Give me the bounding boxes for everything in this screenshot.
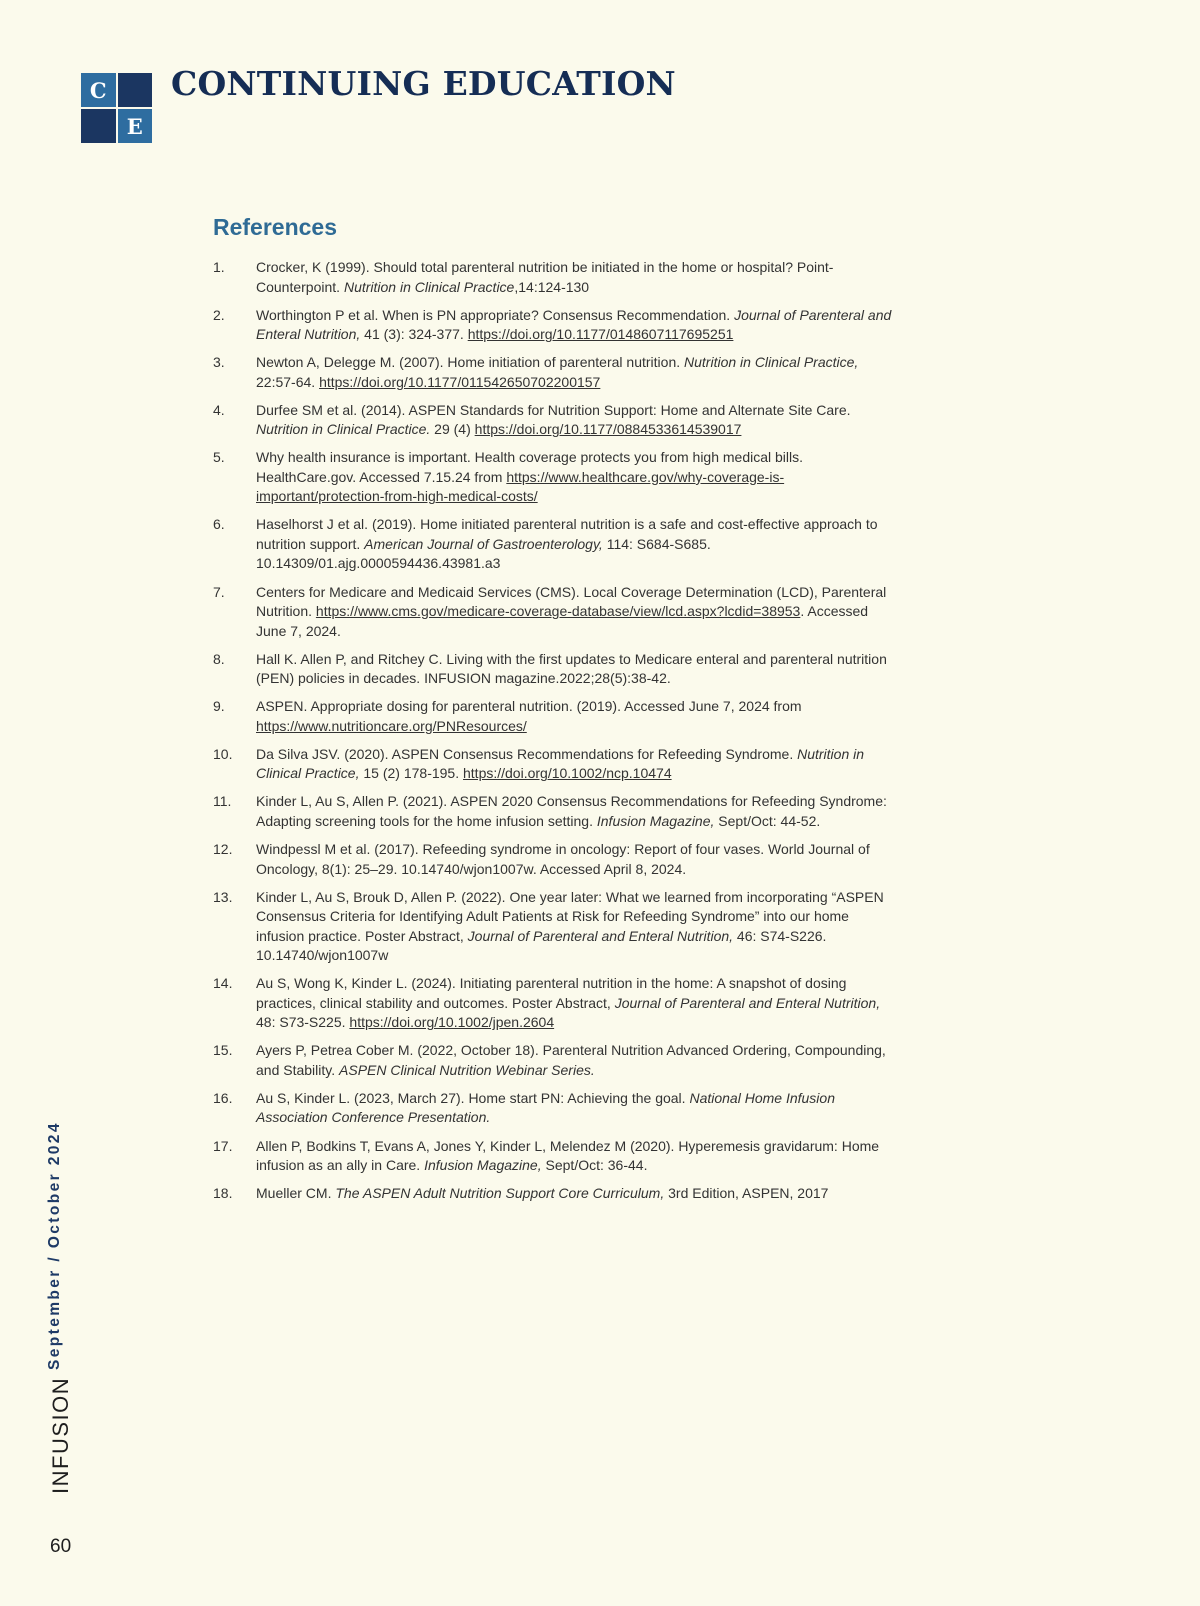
- reference-item: [213, 888, 893, 966]
- reference-text-segment: 46: S74-S226. 10.14740/wjon1007w: [256, 927, 827, 964]
- reference-text-segment: ,14:124-130: [514, 278, 590, 295]
- reference-text-segment: Durfee SM et al. (2014). ASPEN Standards for Nutrition Support: Home and Alternate Site Care.: [256, 401, 851, 418]
- reference-link[interactable]: https://doi.org/10.1177/0884533614539017: [474, 421, 742, 438]
- reference-text-segment: Windpessl M et al. (2017). Refeeding syndrome in oncology: Report of four vases. World Journal of Oncology, 8(1): 25–29. 10.14740/wjon1007w. Accessed April 8, 2024.: [256, 841, 870, 877]
- reference-number: 1.: [213, 259, 225, 275]
- reference-text: [256, 650, 893, 689]
- reference-text: [256, 697, 893, 736]
- reference-item: [213, 515, 893, 574]
- reference-number: 12.: [213, 841, 233, 858]
- reference-text-segment: 22:57-64.: [256, 373, 320, 390]
- reference-item: [213, 1184, 893, 1204]
- references-heading: References: [213, 214, 338, 240]
- reference-text-segment: Newton A, Delegge M. (2007). Home initiation of parenteral nutrition.: [256, 354, 685, 371]
- ce-logo-tile-blank: [81, 109, 116, 143]
- reference-journal-title: Journal of Parenteral and Enteral Nutrition,: [467, 927, 734, 944]
- reference-item: [213, 306, 893, 345]
- reference-text-segment: 15 (2) 178-195.: [359, 765, 463, 782]
- reference-text: [256, 888, 893, 966]
- reference-text-segment: Au S, Wong K, Kinder L. (2024). Initiating parenteral nutrition in the home: A snapshot of dosing practices, clinical stability and outcomes. Poster Abstract,: [256, 975, 847, 1011]
- reference-journal-title: Nutrition in Clinical Practice: [343, 278, 515, 295]
- reference-journal-title: ASPEN Clinical Nutrition Webinar Series.: [339, 1061, 595, 1078]
- reference-number: 2.: [213, 306, 225, 323]
- reference-item: [213, 650, 893, 689]
- reference-number: 7.: [213, 583, 225, 600]
- reference-journal-title: Journal of Parenteral and Enteral Nutrition,: [256, 306, 892, 343]
- reference-text: [256, 306, 893, 345]
- ce-logo: [81, 73, 152, 143]
- reference-item: [213, 974, 893, 1033]
- reference-number: 13.: [213, 888, 233, 905]
- reference-list: [213, 258, 893, 1212]
- issue-date: September / October 2024: [46, 1121, 63, 1370]
- reference-text-segment: Kinder L, Au S, Brouk D, Allen P. (2022). One year later: What we learned from incorporating “ASPEN Consensus Criteria for Identifying Adult Patients at Risk for Refeeding Syndrome” into our home infusion practice. Poster Abstract,: [256, 888, 884, 944]
- reference-link[interactable]: https://www.healthcare.gov/why-coverage-is-important/protection-from-high-medical-costs/: [256, 468, 785, 505]
- reference-journal-title: Journal of Parenteral and Enteral Nutrition,: [614, 994, 881, 1011]
- reference-text: [256, 258, 893, 297]
- reference-text-segment: Centers for Medicare and Medicaid Services (CMS). Local Coverage Determination (LCD), Parenteral Nutrition.: [256, 583, 887, 620]
- reference-text: [256, 974, 893, 1033]
- reference-text: [256, 792, 893, 831]
- reference-text-segment: Allen P, Bodkins T, Evans A, Jones Y, Kinder L, Melendez M (2020). Hyperemesis gravidarum: Home infusion as an ally in Care.: [256, 1137, 880, 1173]
- reference-item: [213, 697, 893, 736]
- reference-journal-title: Nutrition in Clinical Practice,: [256, 745, 865, 782]
- reference-text-segment: Mueller CM.: [256, 1185, 336, 1202]
- ce-logo-tile-blank: [118, 73, 153, 107]
- reference-text-segment: 114: S684-S685. 10.14309/01.ajg.0000594436.43981.a3: [256, 535, 711, 572]
- reference-item: [213, 258, 893, 297]
- reference-journal-title: Nutrition in Clinical Practice.: [256, 421, 431, 438]
- reference-journal-title: The ASPEN Adult Nutrition Support Core Curriculum,: [335, 1185, 665, 1202]
- reference-text-segment: Worthington P et al. When is PN appropriate? Consensus Recommendation.: [256, 306, 735, 323]
- section-title: CONTINUING EDUCATION: [171, 64, 676, 103]
- reference-text-segment: Haselhorst J et al. (2019). Home initiated parenteral nutrition is a safe and cost-effective approach to nutrition support.: [256, 516, 878, 552]
- reference-text-segment: Kinder L, Au S, Allen P. (2021). ASPEN 2020 Consensus Recommendations for Refeeding Syndrome: Adapting screening tools for the home infusion setting.: [256, 793, 887, 829]
- ce-logo-tile-c: C: [81, 73, 116, 107]
- reference-number: 11.: [213, 793, 232, 810]
- reference-number: 17.: [213, 1137, 233, 1154]
- reference-text-segment: Why health insurance is important. Health coverage protects you from high medical bills. HealthCare.gov. Accessed 7.15.24 from: [256, 449, 804, 485]
- reference-number: 5.: [213, 449, 225, 466]
- reference-number: 6.: [213, 516, 225, 533]
- reference-item: [213, 1041, 893, 1080]
- reference-number: 4.: [213, 401, 225, 418]
- reference-text: [256, 515, 893, 574]
- reference-item: [213, 840, 893, 879]
- reference-item: [213, 401, 893, 440]
- reference-item: [213, 448, 893, 507]
- reference-journal-title: American Journal of Gastroenterology,: [364, 535, 603, 552]
- reference-item: [213, 1137, 893, 1176]
- reference-text: [256, 1041, 893, 1080]
- reference-journal-title: Infusion Magazine,: [424, 1157, 542, 1173]
- reference-number: 16.: [213, 1089, 233, 1106]
- reference-text-segment: 29 (4): [430, 421, 475, 438]
- reference-journal-title: National Home Infusion Association Conference Presentation.: [256, 1089, 835, 1126]
- reference-link[interactable]: https://www.cms.gov/medicare-coverage-database/view/lcd.aspx?lcdid=38953: [315, 603, 801, 620]
- reference-text-segment: ASPEN. Appropriate dosing for parenteral nutrition. (2019). Accessed June 7, 2024 from: [256, 698, 802, 715]
- reference-number: 15.: [213, 1042, 233, 1059]
- page-number: 60: [50, 1536, 72, 1557]
- reference-text: [256, 583, 893, 642]
- reference-link[interactable]: https://doi.org/10.1177/011542650702200157: [319, 373, 601, 390]
- reference-number: 9.: [213, 698, 225, 715]
- reference-text: [256, 1184, 893, 1204]
- reference-item: [213, 353, 893, 392]
- reference-link[interactable]: https://doi.org/10.1177/0148607117695251: [467, 326, 734, 343]
- reference-number: 14.: [213, 975, 233, 992]
- reference-text-segment: 48: S73-S225.: [256, 1014, 350, 1031]
- reference-text-segment: Au S, Kinder L. (2023, March 27). Home start PN: Achieving the goal.: [256, 1089, 690, 1106]
- reference-text: [256, 353, 893, 392]
- reference-item: [213, 583, 893, 642]
- reference-text: [256, 1137, 893, 1176]
- reference-text: [256, 1089, 893, 1128]
- reference-number: 18.: [213, 1185, 233, 1202]
- reference-item: [213, 745, 893, 784]
- reference-item: [213, 792, 893, 831]
- reference-text: [256, 448, 893, 507]
- reference-number: 10.: [213, 745, 233, 762]
- reference-journal-title: Infusion Magazine,: [596, 812, 715, 829]
- reference-text-segment: Sept/Oct: 44-52.: [714, 812, 821, 829]
- reference-link[interactable]: https://doi.org/10.1002/jpen.2604: [349, 1014, 555, 1031]
- reference-text-segment: Ayers P, Petrea Cober M. (2022, October 18). Parenteral Nutrition Advanced Ordering, Compounding, and Stability.: [256, 1042, 886, 1078]
- reference-number: 8.: [213, 650, 225, 667]
- reference-item: [213, 1089, 893, 1128]
- reference-text: [256, 401, 893, 440]
- reference-link[interactable]: https://doi.org/10.1002/ncp.10474: [463, 765, 672, 782]
- reference-text-segment: Hall K. Allen P, and Ritchey C. Living with the first updates to Medicare enteral and parenteral nutrition (PEN) policies in decades. INFUSION magazine.2022;28(5):38-42.: [256, 650, 887, 687]
- reference-text-segment: . Accessed June 7, 2024.: [256, 603, 869, 639]
- reference-text: [256, 745, 893, 784]
- magazine-brand: INFUSION: [48, 1376, 73, 1494]
- reference-text-segment: 3rd Edition, ASPEN, 2017: [664, 1185, 829, 1202]
- reference-text-segment: Da Silva JSV. (2020). ASPEN Consensus Recommendations for Refeeding Syndrome.: [256, 745, 798, 762]
- reference-number: 3.: [213, 354, 225, 371]
- reference-text-segment: 41 (3): 324-377.: [360, 326, 468, 343]
- reference-text-segment: Crocker, K (1999). Should total parenteral nutrition be initiated in the home or hospital? Point-Counterpoint.: [256, 259, 834, 295]
- reference-link[interactable]: https://www.nutritioncare.org/PNResources/: [256, 717, 527, 734]
- reference-journal-title: Nutrition in Clinical Practice,: [684, 354, 859, 371]
- reference-text-segment: Sept/Oct: 36-44.: [541, 1157, 648, 1173]
- reference-text: [256, 840, 893, 879]
- ce-logo-tile-e: E: [118, 109, 153, 143]
